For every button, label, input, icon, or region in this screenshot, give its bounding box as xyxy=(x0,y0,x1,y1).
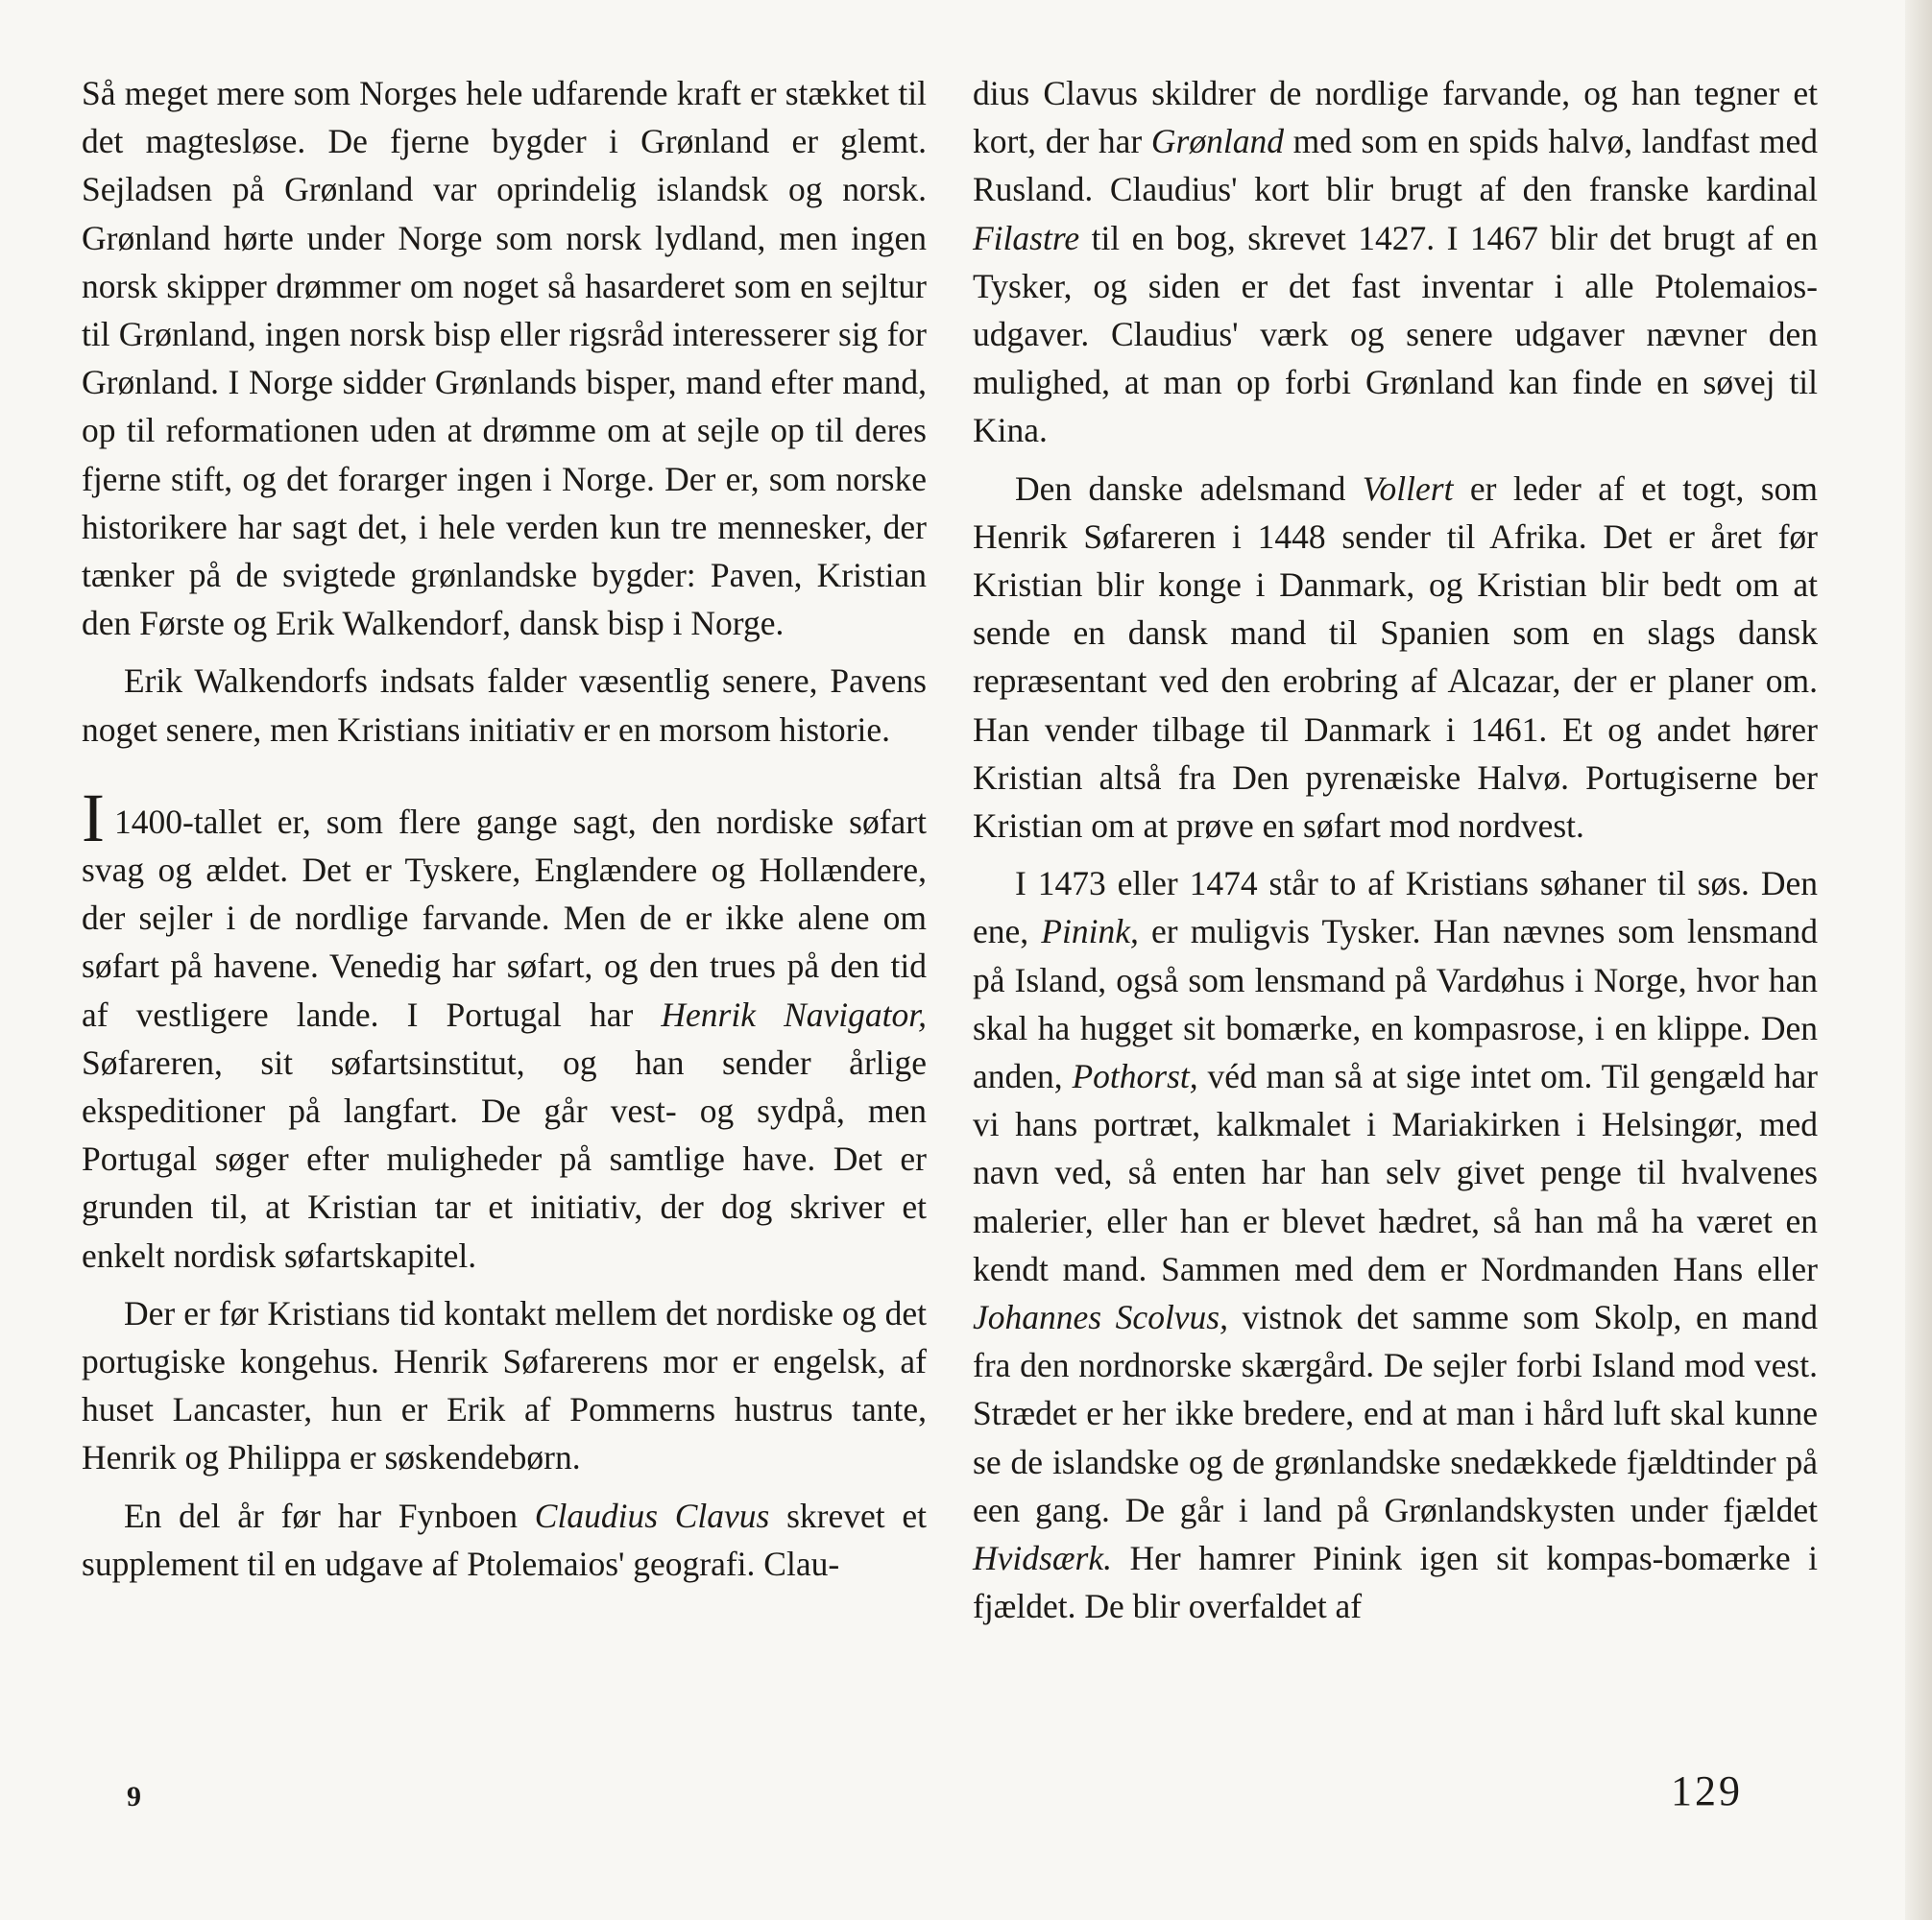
right-column xyxy=(973,69,1818,1641)
text-run: I 1473 eller 1474 står to af Kristians søhaner til søs. Den ene, xyxy=(973,864,1818,951)
text-run: skrevet et supplement til en udgave af Ptolemaios' geografi. Clau- xyxy=(82,1496,927,1583)
paragraph xyxy=(82,1492,927,1588)
italic-run: Claudius Clavus xyxy=(534,1496,770,1535)
text-run: 1400-tallet er, som flere gange sagt, den nordiske søfart svag og ældet. Det er Tyskere, Englændere og Hollændere, der sejler i de nordlige farvande. Men de er ikke alene om søfart på havene. Venedig har søfart, og den trues på den tid af vestligere lande. I Portugal har xyxy=(82,802,927,1034)
italic-run: Pothorst, xyxy=(1072,1057,1198,1096)
italic-run: Henrik Navigator, xyxy=(661,995,927,1034)
text-run: Søfareren, sit søfartsinstitut, og han sender årlige ekspeditioner på langfart. De går vest- og sydpå, men Portugal søger efter muligheder på samtlige have. Det er grunden til, at Kristian tar et initiativ, der dog skriver et enkelt nordisk søfartskapitel. xyxy=(82,1043,927,1275)
text-run: er leder af et togt, som Henrik Søfareren i 1448 sender til Afrika. Det er året før Kristian blir konge i Danmark, og Kristian blir bedt om at sende en dansk mand til Spanien som en slags dansk repræsentant ved den erobring af Alcazar, der er planer om. Han vender tilbage til Danmark i 1461. Et og andet hører Kristian altså fra Den pyrenæiske Halvø. Portugiserne ber Kristian om at prøve en søfart mod nordvest. xyxy=(973,468,1818,846)
dropcap: I xyxy=(82,779,105,856)
text-run: til en bog, skrevet 1427. I 1467 blir det brugt af en Tysker, og siden er det fast inventar i alle Ptolemaios-udgaver. Claudius' værk og senere udgaver nævner den mulighed, at man op forbi Grønland kan finde en søvej til Kina. xyxy=(973,218,1818,450)
page-number: 129 xyxy=(1671,1767,1743,1814)
text-run: Her hamrer Pinink igen sit kompas-bomærke i fjældet. De blir overfaldet af xyxy=(973,1539,1818,1626)
italic-run: Pinink, xyxy=(1041,912,1139,951)
page-edge-shadow xyxy=(1905,0,1932,1920)
paragraph-section-start xyxy=(82,779,927,1280)
paragraph: Så meget mere som Norges hele udfarende kraft er stækket til det magtesløse. De fjerne bygder i Grønland er glemt. Sejladsen på Grønland var oprindelig islandsk og norsk. Grønland hørte under Norge som norsk lydland, men ingen norsk skipper drømmer om noget så hasarderet som en sejltur til Grønland, ingen norsk bisp eller rigsråd interesserer sig for Grønland. I Norge sidder Grønlands bisper, mand efter mand, op til reformationen uden at drømme om at sejle op til deres fjerne stift, og det forarger ingen i Norge. Der er, som norske historikere har sagt det, i hele verden kun tre mennesker, der tænker på de svigtede grønlandske bygder: Paven, Kristian den Første og Erik Walkendorf, dansk bisp i Norge. xyxy=(82,74,927,643)
paragraph xyxy=(973,859,1818,1630)
italic-run: Johannes Scolvus, xyxy=(973,1298,1228,1337)
italic-run: Grønland xyxy=(1150,122,1284,161)
paragraph: Der er før Kristians tid kontakt mellem det nordiske og det portugiske kongehus. Henrik Søfarerens mor er engelsk, af huset Lancaster, hun er Erik af Pommerns hustrus tante, Henrik og Philippa er søskendebørn. xyxy=(82,1293,927,1477)
signature-mark: 9 xyxy=(127,1781,141,1812)
text-run: er muligvis Tysker. Han nævnes som lensmand på Island, også som lensmand på Vardøhus i Norge, hvor han skal ha hugget sit bomærke, en kompasrose, i en klippe. Den anden, xyxy=(973,912,1818,1096)
italic-run: Vollert xyxy=(1362,468,1454,508)
italic-run: Hvidsærk. xyxy=(973,1539,1112,1578)
text-run: vistnok det samme som Skolp, en mand fra den nordnorske skærgård. De sejler forbi Island mod vest. Strædet er her ikke bredere, end at man i hård luft skal kunne se de islandske og de grønlandske snedækkede fjældtinder på een gang. De går i land på Grønlandskysten under fjældet xyxy=(973,1298,1818,1529)
paragraph: Erik Walkendorfs indsats falder væsentlig senere, Pavens noget senere, men Kristians initiativ er en morsom historie. xyxy=(82,661,927,749)
text-run: véd man så at sige intet om. Til gengæld har vi hans portræt, kalkmalet i Mariakirken i Helsingør, med navn ved, så enten har han selv givet penge til hvalvenes malerier, eller han er blevet hædret, så han må ha været en kendt mand. Sammen med dem er Nordmanden Hans eller xyxy=(973,1057,1818,1288)
text-run: Den danske adelsmand xyxy=(1015,468,1363,508)
text-run: En del år før har Fynboen xyxy=(124,1496,535,1535)
paragraph xyxy=(973,465,1818,851)
text-run: med som en spids halvø, landfast med Rusland. Claudius' kort blir brugt af den franske kardinal xyxy=(973,122,1819,209)
left-column xyxy=(82,69,927,1597)
italic-run: Filastre xyxy=(973,218,1080,257)
text-run: dius Clavus skildrer de nordlige farvande, og han tegner et kort, der har xyxy=(973,74,1818,161)
paragraph xyxy=(973,69,1818,455)
